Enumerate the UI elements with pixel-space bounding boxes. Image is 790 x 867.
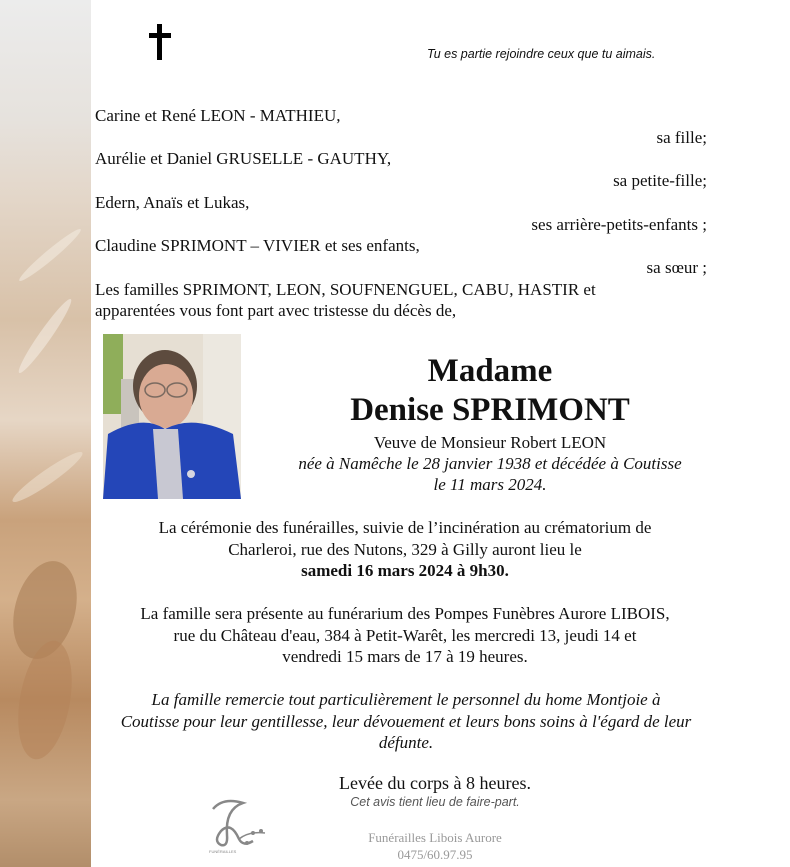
families-line: Les familles SPRIMONT, LEON, SOUFNENGUEL, CABU, HASTIR et bbox=[95, 279, 596, 299]
portrait-photo bbox=[103, 334, 241, 499]
deceased-info bbox=[250, 432, 730, 495]
funeral-home-phone: 0475/60.97.95 bbox=[397, 847, 473, 862]
family-relation: sa petite-fille; bbox=[613, 171, 707, 191]
family-relation: ses arrière-petits-enfants ; bbox=[531, 214, 707, 234]
thanks-line: La famille remercie tout particulièrement le personnel du home Montjoie à bbox=[151, 690, 661, 709]
deceased-name: Denise SPRIMONT bbox=[350, 392, 630, 428]
cross-icon bbox=[149, 24, 171, 60]
levee-du-corps: Levée du corps à 8 heures. bbox=[339, 773, 531, 793]
family-list bbox=[95, 105, 707, 322]
family-names: Aurélie et Daniel GRUSELLE - GAUTHY, bbox=[95, 149, 392, 169]
visitation-line: La famille sera présente au funérarium des Pompes Funèbres Aurore LIBOIS, bbox=[140, 604, 670, 623]
ceremony-block bbox=[95, 517, 715, 582]
ceremony-date: samedi 16 mars 2024 à 9h30. bbox=[301, 561, 509, 580]
notice-text: Cet avis tient lieu de faire-part. bbox=[350, 795, 520, 809]
family-names: Edern, Anaïs et Lukas, bbox=[95, 192, 250, 212]
family-names: Claudine SPRIMONT – VIVIER et ses enfants, bbox=[95, 236, 420, 256]
visitation-line: vendredi 15 mars de 17 à 19 heures. bbox=[282, 647, 528, 666]
ceremony-line: Charleroi, rue des Nutons, 329 à Gilly auront lieu le bbox=[228, 539, 582, 559]
logo-caption: FUNÉRAILLES bbox=[209, 849, 237, 854]
dates-line: née à Namêche le 28 janvier 1938 et décédée à Coutisse bbox=[298, 454, 682, 473]
thanks-block bbox=[92, 689, 720, 754]
deceased-title: Madame bbox=[427, 353, 553, 389]
funeral-home-name: Funérailles Libois Aurore bbox=[368, 830, 502, 845]
decorative-grass-banner bbox=[0, 0, 91, 867]
motto: Tu es partie rejoindre ceux que tu aimais. bbox=[427, 47, 656, 61]
widow-line: Veuve de Monsieur Robert LEON bbox=[373, 433, 607, 452]
family-relation: sa fille; bbox=[656, 127, 707, 147]
families-line: apparentées vous font part avec tristesse du décès de, bbox=[95, 301, 457, 321]
visitation-block bbox=[95, 603, 715, 668]
visitation-line: rue du Château d'eau, 384 à Petit-Warêt, les mercredi 13, jeudi 14 et bbox=[173, 625, 637, 645]
thanks-line: Coutisse pour leur gentillesse, leur dévouement et leurs bons soins à l'égard de leur bbox=[120, 711, 692, 731]
ceremony-line: La cérémonie des funérailles, suivie de l’incinération au crématorium de bbox=[158, 518, 652, 537]
family-names: Carine et René LEON - MATHIEU, bbox=[95, 106, 341, 125]
dates-line: le 11 mars 2024. bbox=[433, 475, 547, 494]
funeral-home bbox=[250, 829, 620, 863]
thanks-line: défunte. bbox=[378, 733, 434, 752]
family-relation: sa sœur ; bbox=[646, 257, 707, 277]
